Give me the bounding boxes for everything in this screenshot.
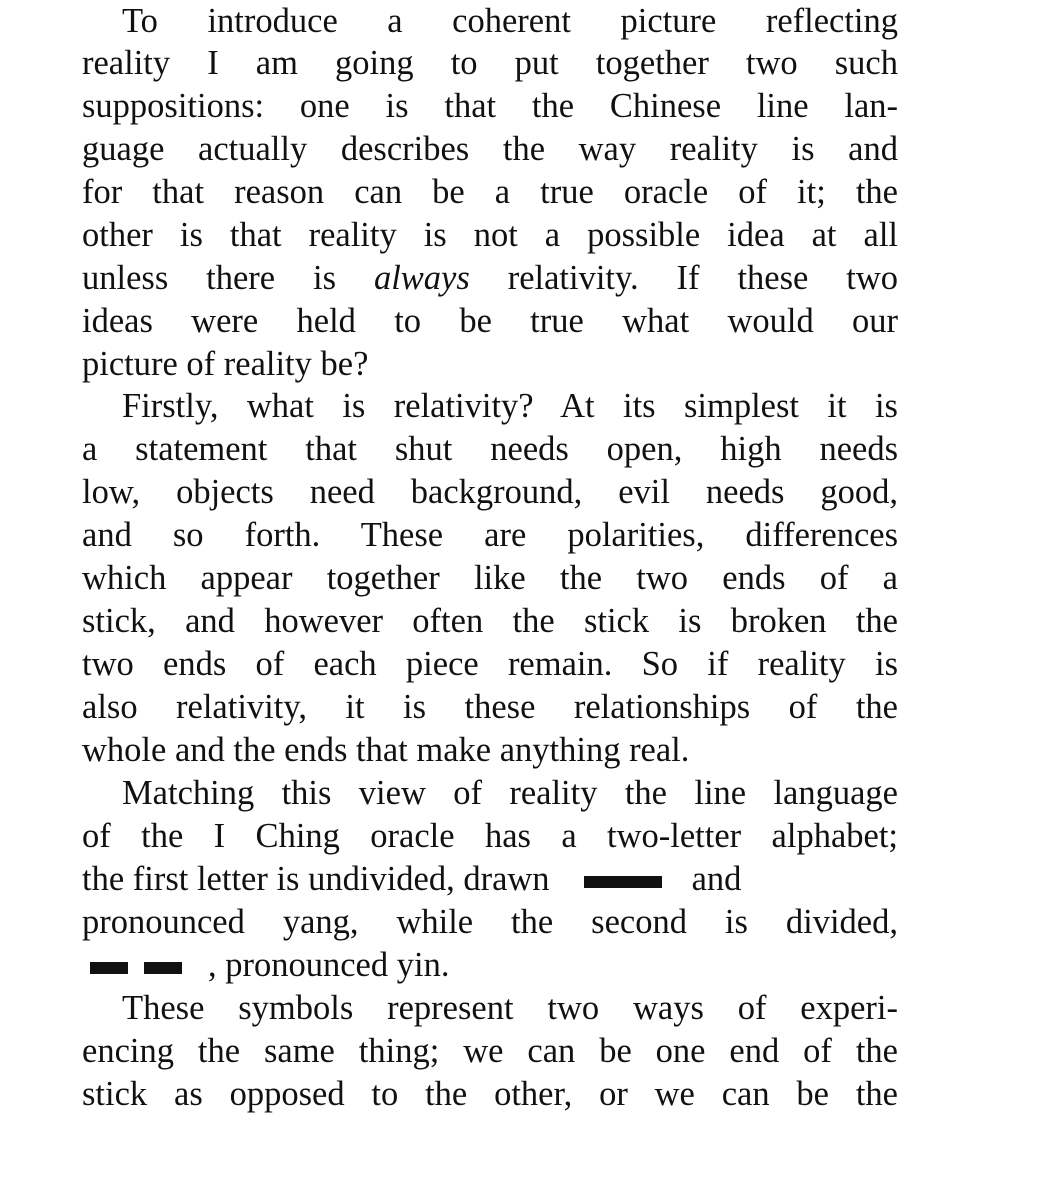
yin-line-icon (90, 962, 182, 974)
text-line: guage actually describes the way reality is and (82, 130, 898, 168)
text-line: Matching this view of reality the line language (122, 774, 898, 812)
text-line-emphasis (82, 257, 898, 300)
text-line: stick, and however often the stick is broken the (82, 602, 898, 640)
text-span: unless there is (82, 259, 374, 297)
text-line-with-symbol (82, 944, 898, 987)
text-span: and (691, 860, 742, 898)
text-line: of the I Ching oracle has a two-letter alphabet; (82, 817, 898, 855)
text-line: pronounced yang, while the second is divided, (82, 903, 898, 941)
text-line: To introduce a coherent picture reflecting (122, 2, 898, 40)
text-line-with-symbol (82, 858, 898, 901)
emphasis-word: always (373, 259, 470, 297)
text-line: ideas were held to be true what would our (82, 302, 898, 340)
text-span: , pronounced yin. (208, 946, 450, 984)
text-line: for that reason can be a true oracle of it; the (82, 173, 898, 211)
text-line: other is that reality is not a possible idea at all (82, 216, 898, 254)
text-line: stick as opposed to the other, or we can be the (82, 1075, 898, 1113)
text-line: low, objects need background, evil needs good, (82, 473, 898, 511)
text-line: Firstly, what is relativity? At its simplest it is (122, 387, 898, 425)
text-line: which appear together like the two ends of a (82, 559, 898, 597)
text-line: These symbols represent two ways of experi- (122, 989, 898, 1027)
text-line: picture of reality be? (82, 345, 369, 383)
text-span: the first letter is undivided, drawn (82, 860, 550, 898)
text-line: whole and the ends that make anything real. (82, 731, 690, 769)
text-line: also relativity, it is these relationships of the (82, 688, 898, 726)
text-span: relativity. If these two (469, 259, 898, 297)
text-line: two ends of each piece remain. So if reality is (82, 645, 898, 683)
text-line: encing the same thing; we can be one end of the (82, 1032, 898, 1070)
text-line: and so forth. These are polarities, differences (82, 516, 898, 554)
yang-line-icon (584, 876, 662, 888)
text-line: a statement that shut needs open, high needs (82, 430, 898, 468)
text-line: suppositions: one is that the Chinese line lan- (82, 87, 898, 125)
text-line: reality I am going to put together two such (82, 44, 898, 82)
